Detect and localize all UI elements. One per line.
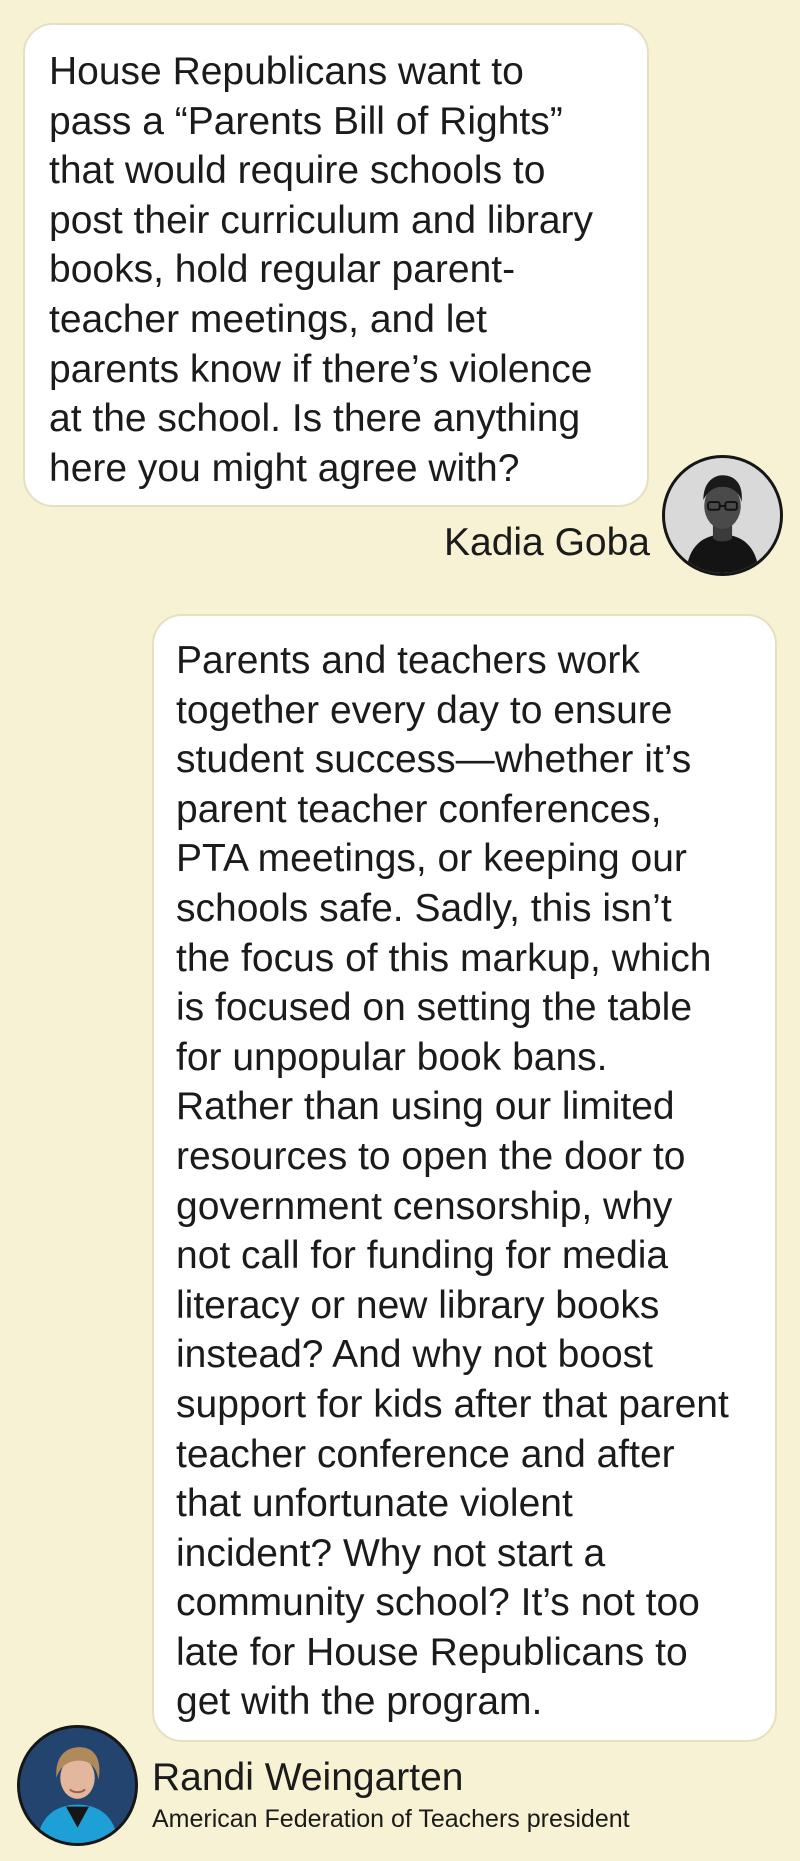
randi-weingarten-avatar <box>17 1725 138 1846</box>
portrait-photo-icon <box>20 1728 135 1843</box>
question-bubble: House Republicans want to pass a “Parents Bill of Rights” that would require schools to post their curriculum and library books, hold regular parent- teacher meetings, and let parents know if there’s violence at the school. Is there anything here you might agree with? <box>23 23 649 507</box>
randi-weingarten-name: Randi Weingarten <box>152 1756 464 1799</box>
kadia-goba-avatar <box>662 455 783 576</box>
kadia-goba-name: Kadia Goba <box>444 521 650 564</box>
randi-weingarten-title: American Federation of Teachers president <box>152 1805 630 1833</box>
portrait-photo-icon <box>665 458 780 573</box>
answer-bubble: Parents and teachers work together every day to ensure student success—whether it’s parent teacher conferences, PTA meetings, or keeping our schools safe. Sadly, this isn’t the focus of this markup, which is focused on setting the table for unpopular book bans. Rather than using our limited resources to open the door to government censorship, why not call for funding for media literacy or new library books instead? And why not boost support for kids after that parent teacher conference and after that unfortunate violent incident? Why not start a community school? It’s not too late for House Republicans to get with the program. <box>152 614 777 1742</box>
